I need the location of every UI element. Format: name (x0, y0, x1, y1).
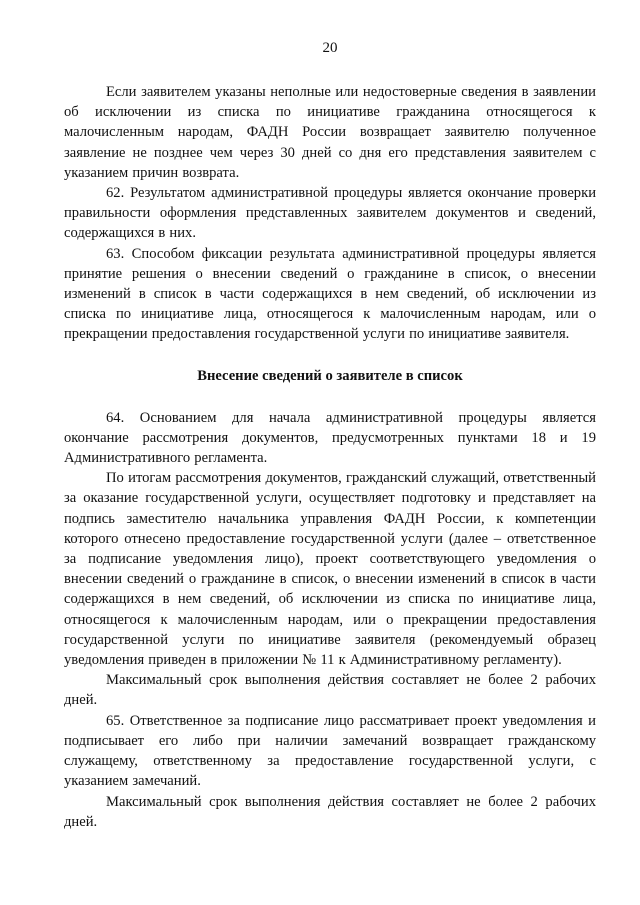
paragraph-invalid-info-return: Если заявителем указаны неполные или недостоверные сведения в заявлении об исключении из списка по инициативе гражданина относящегося к малочисленным народам, ФАДН России возвращает заявителю полученное заявление не позднее чем через 30 дней со дня его представления заявителем с указанием причин возврата. (64, 84, 596, 181)
paragraph-62: 62. Результатом административной процедуры является окончание проверки правильности оформления представленных заявителем документов и сведений, содержащихся в них. (64, 185, 596, 242)
paragraph-64: 64. Основанием для начала административной процедуры является окончание рассмотрения документов, предусмотренных пунктами 18 и 19 Административного регламента. (64, 409, 596, 467)
section-heading: Внесение сведений о заявителе в список (197, 367, 463, 384)
paragraph-65: 65. Ответственное за подписание лицо рассматривает проект уведомления и подписывает его либо при наличии замечаний возвращает гражданскому служащему, ответственному за предоставление государственной услуги, с указанием замечаний. (64, 712, 596, 790)
paragraph-63: 63. Способом фиксации результата административной процедуры является принятие решения о внесении сведений о гражданине в список, о внесении изменений в список в части содержащихся в нем сведений, об исключении из списка по инициативе лица, относящегося к малочисленным народам, или о прекращении предоставления государственной услуги по инициативе заявителя. (64, 245, 596, 343)
page-number: 20 (322, 40, 338, 56)
paragraph-max-term-2: Максимальный срок выполнения действия составляет не более 2 рабочих дней. (64, 793, 596, 830)
paragraph-max-term-1: Максимальный срок выполнения действия составляет не более 2 рабочих дней. (64, 672, 596, 709)
paragraph-notification-preparation: По итогам рассмотрения документов, гражданский служащий, ответственный за оказание государственной услуги, осуществляет подготовку и представляет на подпись заместителю начальника управления ФАДН России, к компетенции которого отнесено предоставление государственной услуги (далее – ответственное за подписание уведомления лицо), проект соответствующего уведомления о внесении сведений о гражданине в список, о внесении изменений в список в части содержащихся в нем сведений, об исключении из списка по инициативе лица, относящегося к малочисленным народам, или о прекращении предоставления государственной услуги по инициативе заявителя (рекомендуемый образец уведомления приведен в приложении № 11 к Административному регламенту). (64, 470, 596, 669)
